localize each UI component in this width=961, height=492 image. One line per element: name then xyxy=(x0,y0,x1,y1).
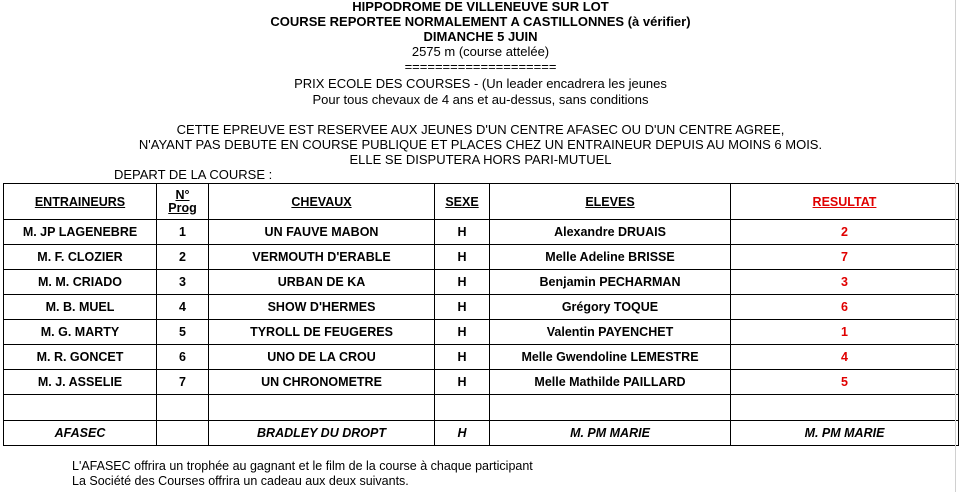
notice-2: N'AYANT PAS DEBUTE EN COURSE PUBLIQUE ET PLACES CHEZ UN ENTRAINEUR DEPUIS AU MOINS 6 MOIS. xyxy=(138,137,823,152)
table-row xyxy=(4,345,959,370)
cell-cheval: UN FAUVE MABON xyxy=(209,220,435,245)
afasec-resultat: M. PM MARIE xyxy=(731,421,959,446)
title-date: DIMANCHE 5 JUIN xyxy=(423,29,538,44)
title-course: COURSE REPORTEE NORMALEMENT A CASTILLONNES (à vérifier) xyxy=(270,14,691,29)
cell-cheval: URBAN DE KA xyxy=(209,270,435,295)
cell-resultat: 1 xyxy=(731,320,959,345)
cell-resultat: 4 xyxy=(731,345,959,370)
afasec-prog xyxy=(157,421,209,446)
separator: ==================== xyxy=(404,59,557,74)
cell-eleve: Melle Mathilde PAILLARD xyxy=(490,370,731,395)
cell-sexe: H xyxy=(435,320,490,345)
cell-cheval: SHOW D'HERMES xyxy=(209,295,435,320)
col-prog-line2: Prog xyxy=(168,200,197,215)
cell-entraineur: M. R. GONCET xyxy=(4,345,157,370)
col-prog xyxy=(157,184,209,220)
afasec-entraineur: AFASEC xyxy=(4,421,157,446)
col-resultat: RESULTAT xyxy=(731,184,959,220)
cell-resultat: 3 xyxy=(731,270,959,295)
col-sexe: SEXE xyxy=(435,184,490,220)
empty-cell xyxy=(4,395,157,421)
cell-entraineur: M. G. MARTY xyxy=(4,320,157,345)
cell-sexe: H xyxy=(435,270,490,295)
cell-entraineur: M. F. CLOZIER xyxy=(4,245,157,270)
cell-eleve: Melle Adeline BRISSE xyxy=(490,245,731,270)
cell-resultat: 7 xyxy=(731,245,959,270)
cell-eleve: Grégory TOQUE xyxy=(490,295,731,320)
afasec-eleve: M. PM MARIE xyxy=(490,421,731,446)
results-table xyxy=(3,183,959,446)
empty-cell xyxy=(490,395,731,421)
prize-name: PRIX ECOLE DES COURSES - (Un leader encadrera les jeunes xyxy=(294,76,667,91)
cell-eleve: Valentin PAYENCHET xyxy=(490,320,731,345)
table-row xyxy=(4,270,959,295)
afasec-row xyxy=(4,421,959,446)
cell-entraineur: M. M. CRIADO xyxy=(4,270,157,295)
cell-cheval: VERMOUTH D'ERABLE xyxy=(209,245,435,270)
cell-resultat: 5 xyxy=(731,370,959,395)
empty-row xyxy=(4,395,959,421)
cell-eleve: Alexandre DRUAIS xyxy=(490,220,731,245)
afasec-sexe: H xyxy=(435,421,490,446)
cell-eleve: Benjamin PECHARMAN xyxy=(490,270,731,295)
conditions: Pour tous chevaux de 4 ans et au-dessus, sans conditions xyxy=(312,92,649,107)
page-edge-line xyxy=(955,0,956,492)
cell-eleve: Melle Gwendoline LEMESTRE xyxy=(490,345,731,370)
table-row xyxy=(4,320,959,345)
cell-cheval: UNO DE LA CROU xyxy=(209,345,435,370)
cell-cheval: UN CHRONOMETRE xyxy=(209,370,435,395)
cell-entraineur: M. B. MUEL xyxy=(4,295,157,320)
table-row xyxy=(4,370,959,395)
distance: 2575 m (course attelée) xyxy=(411,44,550,59)
footer-line-1: L'AFASEC offrira un trophée au gagnant et le film de la course à chaque participant xyxy=(72,459,533,473)
table-header-row xyxy=(4,184,959,220)
footer-line-2: La Société des Courses offrira un cadeau aux deux suivants. xyxy=(72,474,409,488)
depart-label: DEPART DE LA COURSE : xyxy=(114,167,273,182)
table-row xyxy=(4,295,959,320)
cell-resultat: 6 xyxy=(731,295,959,320)
cell-prog: 4 xyxy=(157,295,209,320)
table-row xyxy=(4,220,959,245)
col-chevaux: CHEVAUX xyxy=(209,184,435,220)
notice-1: CETTE EPREUVE EST RESERVEE AUX JEUNES D'UN CENTRE AFASEC OU D'UN CENTRE AGREE, xyxy=(176,122,785,137)
afasec-cheval: BRADLEY DU DROPT xyxy=(209,421,435,446)
cell-prog: 5 xyxy=(157,320,209,345)
empty-cell xyxy=(157,395,209,421)
cell-cheval: TYROLL DE FEUGERES xyxy=(209,320,435,345)
cell-prog: 3 xyxy=(157,270,209,295)
cell-sexe: H xyxy=(435,245,490,270)
col-eleves: ELEVES xyxy=(490,184,731,220)
cell-entraineur: M. J. ASSELIE xyxy=(4,370,157,395)
cell-prog: 6 xyxy=(157,345,209,370)
cell-prog: 7 xyxy=(157,370,209,395)
cell-prog: 2 xyxy=(157,245,209,270)
col-prog-line1: N° xyxy=(175,187,190,202)
cell-sexe: H xyxy=(435,370,490,395)
empty-cell xyxy=(435,395,490,421)
empty-cell xyxy=(731,395,959,421)
cell-sexe: H xyxy=(435,345,490,370)
col-entraineurs: ENTRAINEURS xyxy=(4,184,157,220)
cell-entraineur: M. JP LAGENEBRE xyxy=(4,220,157,245)
notice-3: ELLE SE DISPUTERA HORS PARI-MUTUEL xyxy=(349,152,612,167)
cell-sexe: H xyxy=(435,220,490,245)
cell-resultat: 2 xyxy=(731,220,959,245)
empty-cell xyxy=(209,395,435,421)
cell-sexe: H xyxy=(435,295,490,320)
title-hippodrome: HIPPODROME DE VILLENEUVE SUR LOT xyxy=(352,0,609,14)
table-row xyxy=(4,245,959,270)
cell-prog: 1 xyxy=(157,220,209,245)
